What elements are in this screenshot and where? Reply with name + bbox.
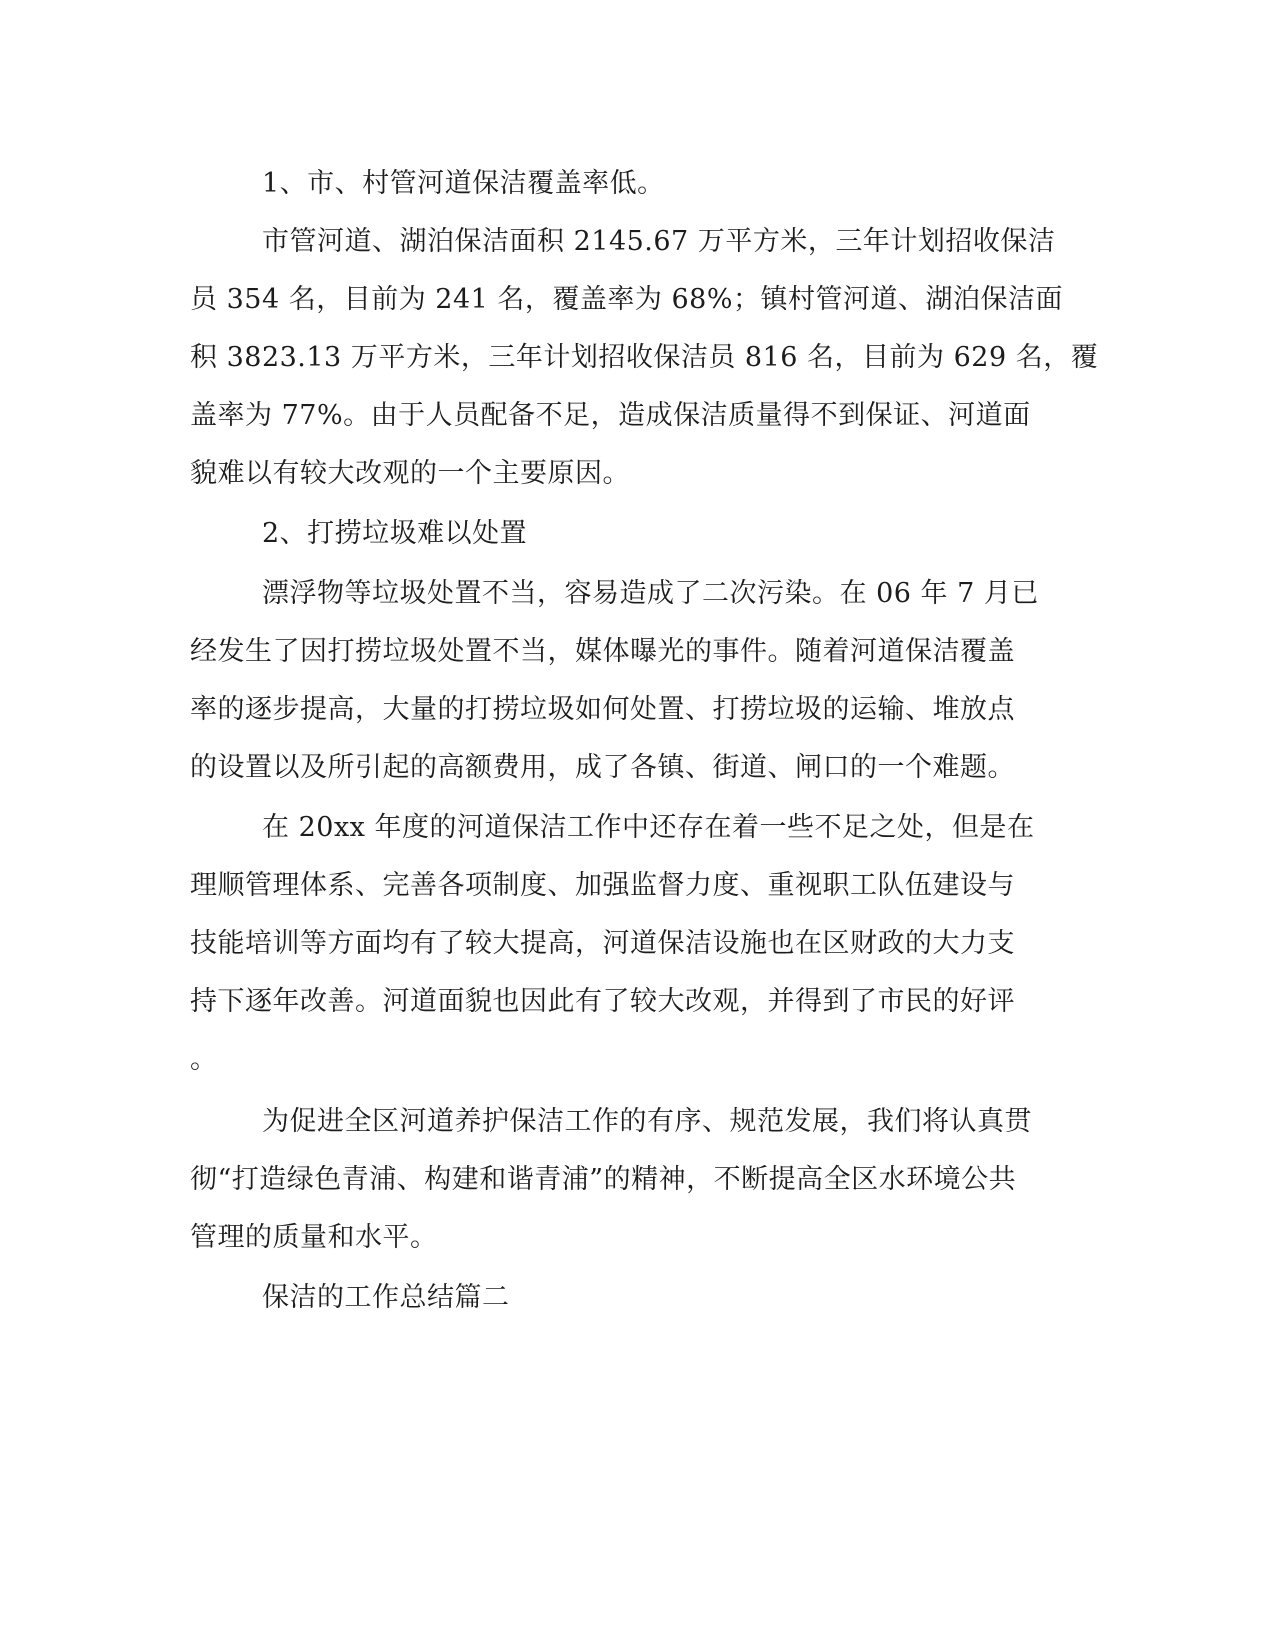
heading-2: 2、打捞垃圾难以处置: [262, 518, 528, 549]
paragraph-line: 积 3823.13 万平方米，三年计划招收保洁员 816 名，目前为 629 名，覆: [190, 342, 1099, 373]
paragraph-line: 在 20xx 年度的河道保洁工作中还存在着一些不足之处，但是在: [262, 812, 1035, 843]
heading-1: 1、市、村管河道保洁覆盖率低。: [262, 168, 665, 199]
paragraph-line: 管理的质量和水平。: [190, 1222, 438, 1253]
paragraph-line: 技能培训等方面均有了较大提高，河道保洁设施也在区财政的大力支: [190, 928, 1015, 959]
paragraph-line: 持下逐年改善。河道面貌也因此有了较大改观，并得到了市民的好评: [190, 986, 1015, 1017]
paragraph-line: 彻“打造绿色青浦、构建和谐青浦”的精神，不断提高全区水环境公共: [190, 1164, 1017, 1195]
paragraph-line: 貌难以有较大改观的一个主要原因。: [190, 458, 630, 489]
paragraph-line: 市管河道、湖泊保洁面积 2145.67 万平方米，三年计划招收保洁: [262, 226, 1056, 257]
paragraph-line: 的设置以及所引起的高额费用，成了各镇、街道、闸口的一个难题。: [190, 752, 1015, 783]
paragraph-line: 率的逐步提高，大量的打捞垃圾如何处置、打捞垃圾的运输、堆放点: [190, 694, 1015, 725]
paragraph-line: 漂浮物等垃圾处置不当，容易造成了二次污染。在 06 年 7 月已: [262, 578, 1039, 609]
paragraph-line: 为促进全区河道养护保洁工作的有序、规范发展，我们将认真贯: [262, 1106, 1032, 1137]
section-title: 保洁的工作总结篇二: [262, 1282, 510, 1313]
paragraph-line: 盖率为 77%。由于人员配备不足，造成保洁质量得不到保证、河道面: [190, 400, 1031, 431]
paragraph-line: 员 354 名，目前为 241 名，覆盖率为 68%；镇村管河道、湖泊保洁面: [190, 284, 1063, 315]
paragraph-line: 经发生了因打捞垃圾处置不当，媒体曝光的事件。随着河道保洁覆盖: [190, 636, 1015, 667]
paragraph-line: 理顺管理体系、完善各项制度、加强监督力度、重视职工队伍建设与: [190, 870, 1015, 901]
paragraph-line: 。: [190, 1044, 218, 1075]
